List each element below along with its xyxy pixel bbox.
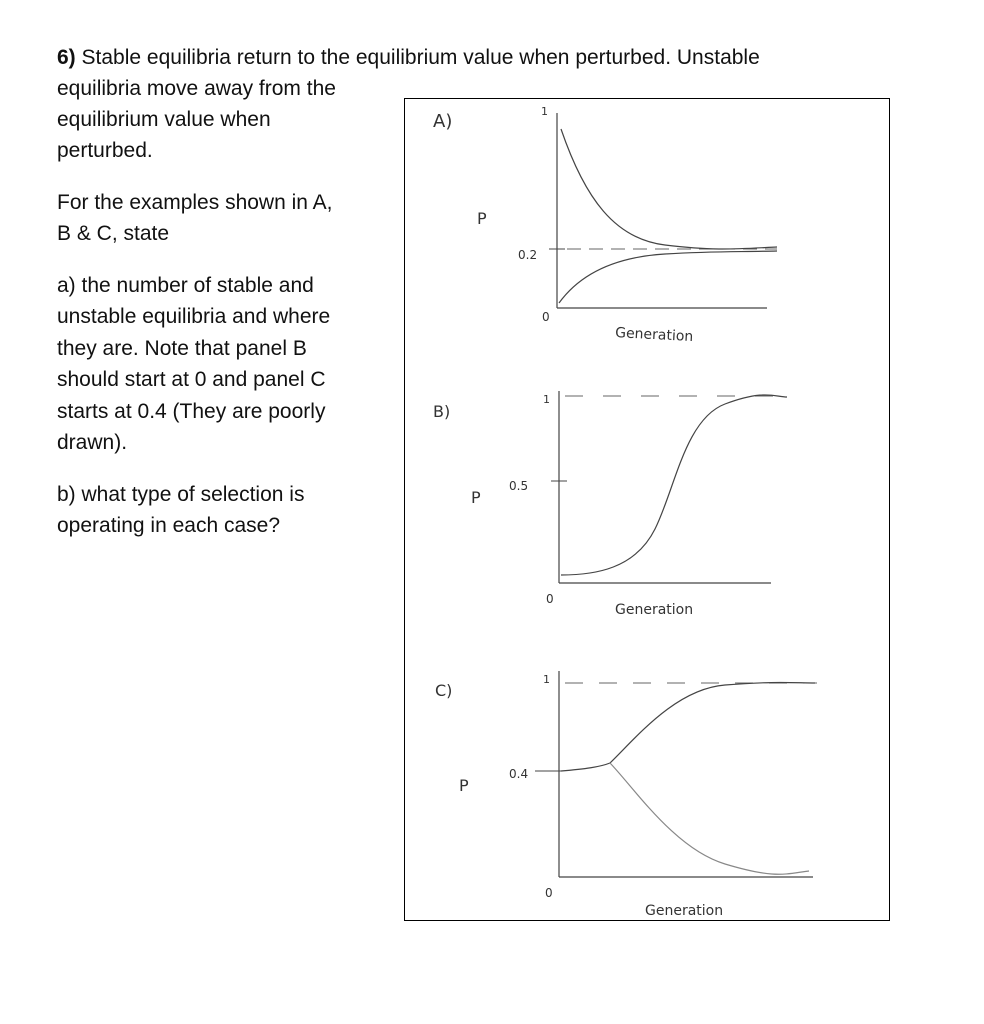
part-a-line: should start at 0 and panel C (57, 368, 326, 391)
figure-svg (405, 99, 891, 922)
equilibrium-figure (404, 98, 890, 921)
panel-c-eq-tick: 0.4 (509, 767, 529, 781)
panel-b (433, 391, 789, 618)
question-title-text: Stable equilibria return to the equilibrium value when perturbed. Unstable (81, 46, 760, 69)
panel-c-top-tick: 1 (543, 673, 550, 686)
panel-a-curve-from-below (559, 251, 777, 303)
panel-a-top-tick: 1 (541, 105, 548, 118)
intro-line: equilibria move away from the (57, 77, 336, 100)
intro-line: perturbed. (57, 139, 153, 162)
panel-a-label: A) (433, 111, 453, 132)
panel-c-curve-down (610, 763, 809, 874)
panel-b-y-axis-label: P (471, 488, 481, 507)
panel-b-x-axis-label: Generation (615, 602, 694, 618)
panel-b-label: B) (433, 402, 451, 421)
part-b-line: operating in each case? (57, 514, 280, 537)
panel-c-label: C) (435, 681, 453, 700)
panel-a-x-axis-label: Generation (614, 325, 694, 346)
question-number: 6) (57, 46, 76, 69)
intro-line: equilibrium value when (57, 108, 271, 131)
prompt-line: For the examples shown in A, (57, 191, 333, 214)
panel-b-curve (561, 395, 787, 575)
panel-c-curve-up (561, 683, 815, 772)
panel-c-y-axis-label: P (459, 776, 469, 795)
panel-a (433, 105, 777, 345)
panel-c (435, 671, 817, 919)
panel-c-origin: 0 (545, 886, 553, 900)
panel-a-eq-tick: 0.2 (518, 248, 538, 262)
panel-b-top-tick: 1 (543, 393, 550, 406)
panel-b-eq-tick: 0.5 (509, 479, 529, 493)
part-a-line: starts at 0.4 (They are poorly (57, 400, 326, 423)
panel-b-origin: 0 (546, 592, 554, 606)
panel-a-curve-from-above (561, 129, 777, 249)
prompt-line: B & C, state (57, 222, 170, 245)
question-title (57, 42, 937, 73)
part-a-line: drawn). (57, 431, 128, 454)
part-a-line: a) the number of stable and (57, 274, 314, 297)
part-a-line: they are. Note that panel B (57, 337, 307, 360)
part-b-line: b) what type of selection is (57, 483, 305, 506)
part-a-line: unstable equilibria and where (57, 305, 331, 328)
panel-a-y-axis-label: P (477, 209, 487, 228)
panel-c-x-axis-label: Generation (645, 903, 724, 919)
panel-a-origin: 0 (542, 310, 550, 324)
